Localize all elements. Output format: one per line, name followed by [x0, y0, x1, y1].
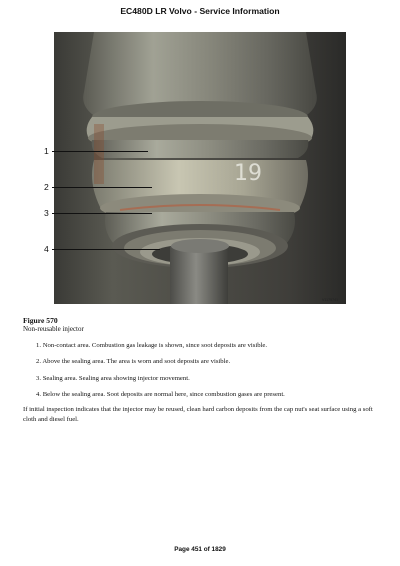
callout-4: 4 — [44, 244, 49, 254]
note-item: 1. Non-contact area. Combustion gas leakage is shown, since soot deposits are visible. — [36, 342, 268, 349]
image-code: V1175741 — [322, 298, 339, 302]
page-header-title: EC480D LR Volvo - Service Information — [120, 6, 280, 16]
callout-3: 3 — [44, 208, 49, 218]
callout-2: 2 — [44, 182, 49, 192]
figure-title: Figure 570 — [23, 316, 58, 325]
note-item: 2. Above the sealing area. The area is worn and soot deposits are visible. — [36, 358, 231, 366]
note-item: 4. Below the sealing area. Soot deposits are normal here, since combustion gases are present. — [36, 391, 285, 399]
injector-photo — [54, 32, 346, 304]
callout-2-leader — [52, 187, 152, 188]
callout-1-leader — [52, 151, 148, 152]
page-number: Page 451 of 1829 — [174, 546, 226, 553]
callout-notes-list — [36, 342, 386, 408]
note-item: 3. Sealing area. Sealing area showing injector movement. — [36, 374, 190, 382]
callout-1: 1 — [44, 146, 49, 156]
inspection-paragraph: If initial inspection indicates that the injector may be reused, clean hard carbon deposits from the cap nut's seat surface using a soft cloth and diesel fuel. — [23, 406, 373, 423]
handwritten-mark: 19 — [234, 161, 262, 186]
figure-caption: Non-reusable injector — [23, 325, 84, 333]
callout-4-leader — [52, 249, 160, 250]
callout-3-leader — [52, 213, 152, 214]
